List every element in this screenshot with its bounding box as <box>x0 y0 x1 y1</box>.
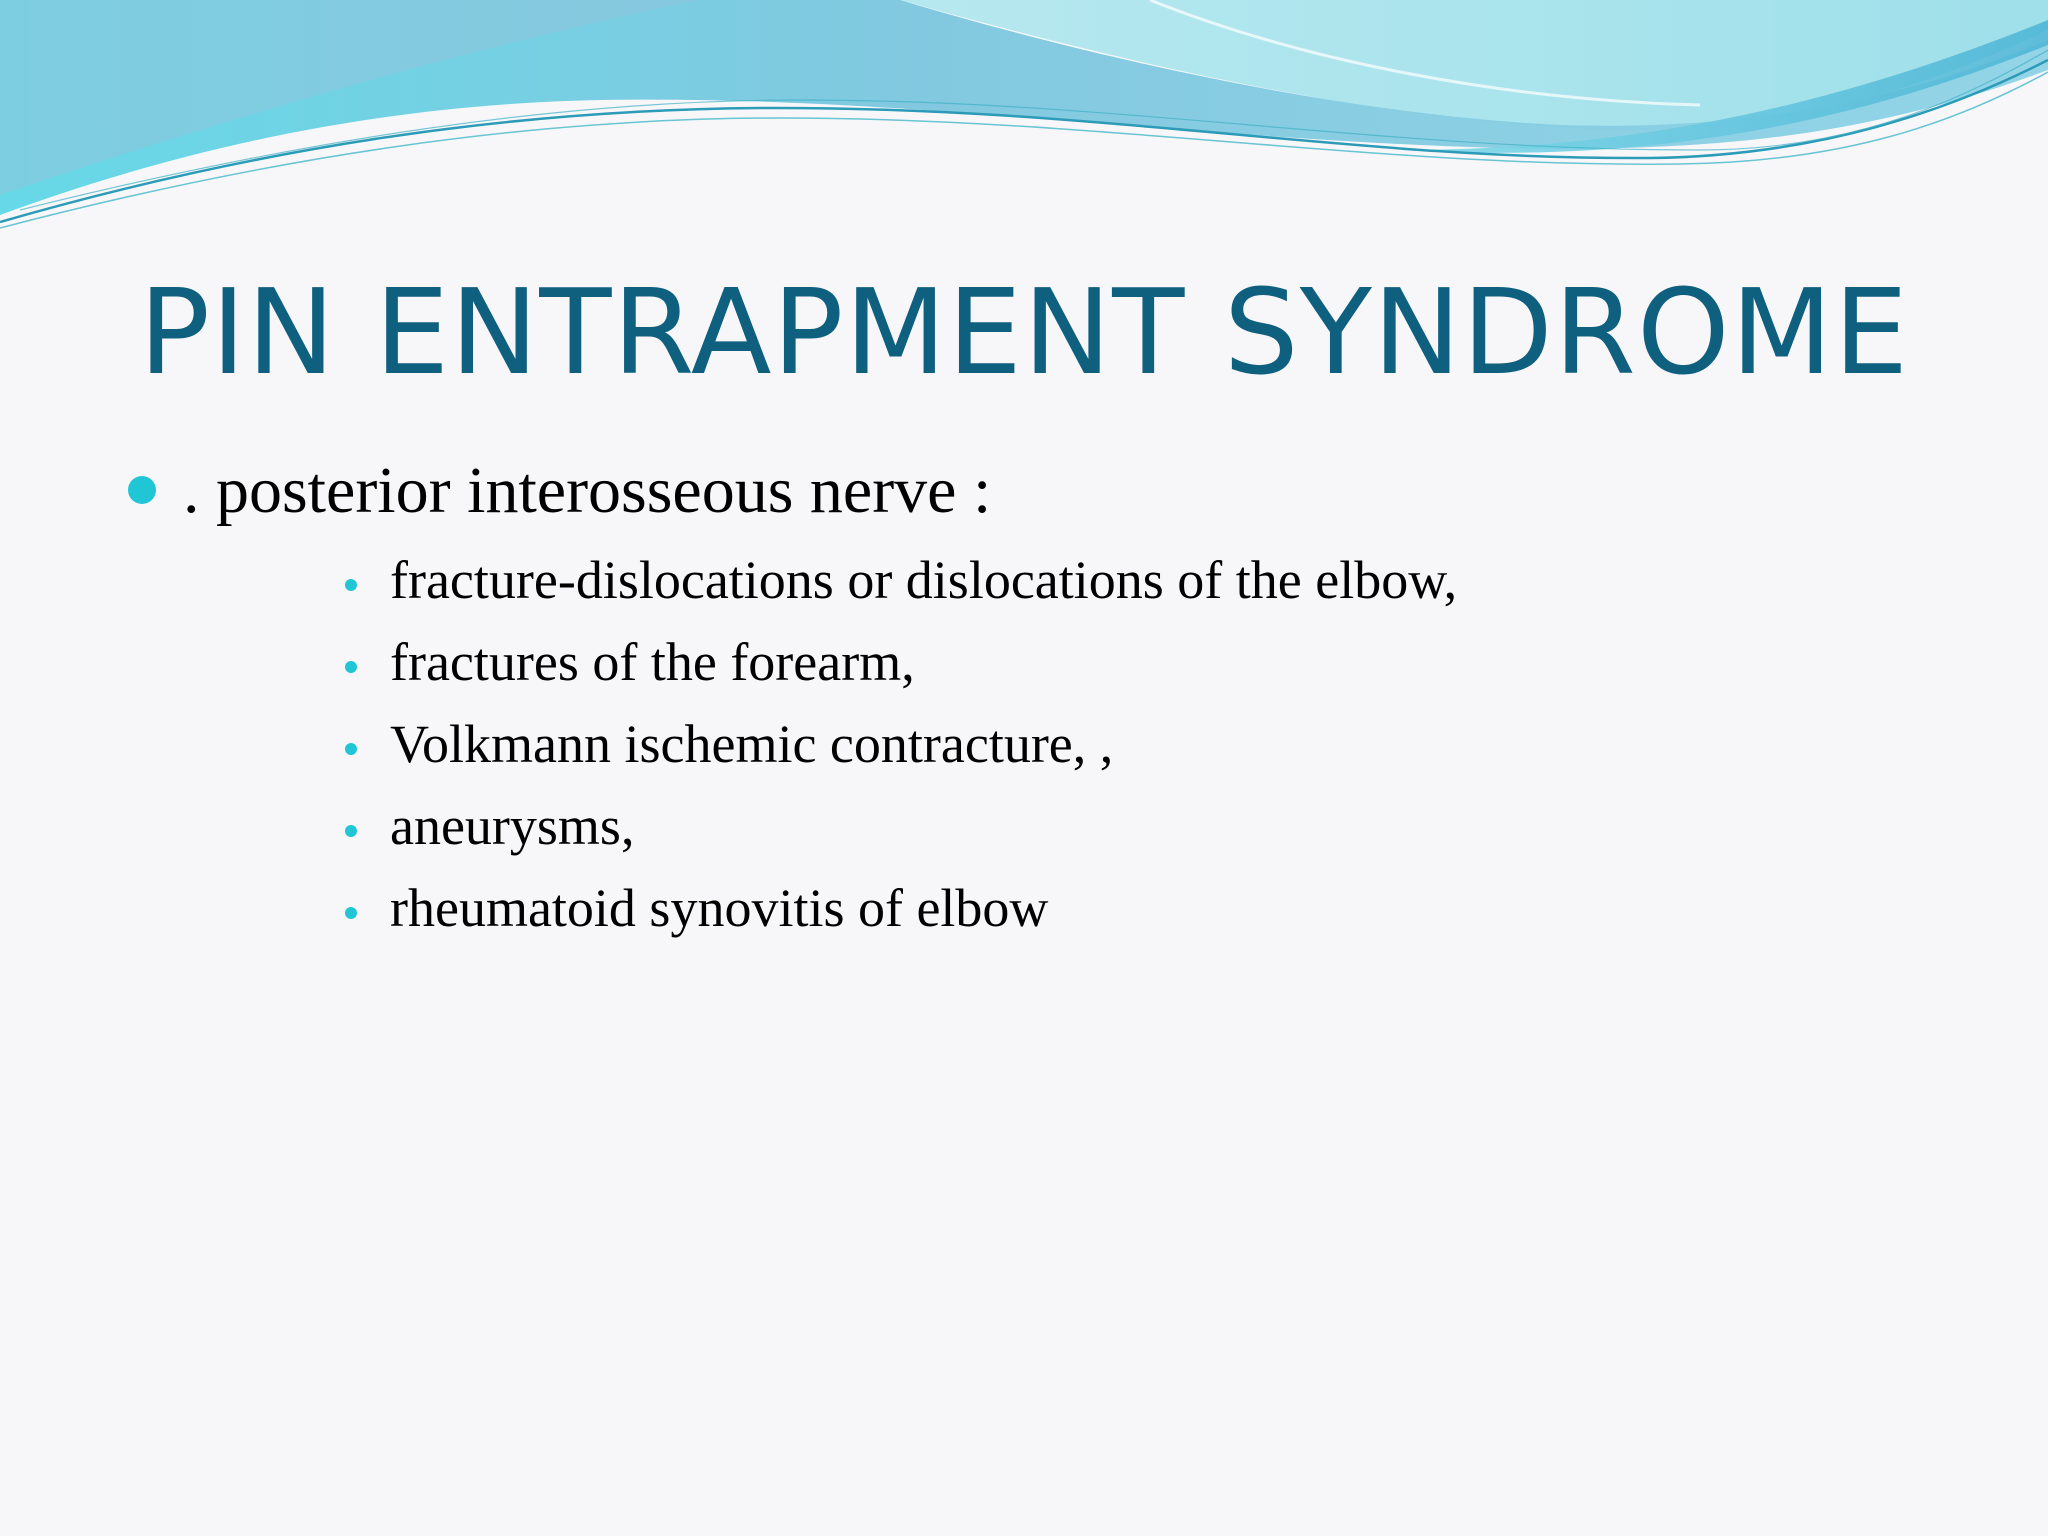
sub-bullet-text: fractures of the forearm, <box>390 632 915 692</box>
slide-title: PIN ENTRAPMENT SYNDROME <box>138 263 1910 401</box>
sub-bullet-text: rheumatoid synovitis of elbow <box>390 878 1049 938</box>
header-wave-decoration <box>0 0 2048 240</box>
sub-bullet-dot-icon <box>345 743 357 755</box>
bullet-posterior-interosseous-nerve: . posterior interosseous nerve : <box>183 454 992 527</box>
sub-bullet-text: Volkmann ischemic contracture, , <box>390 714 1114 774</box>
sub-bullet-text: aneurysms, <box>390 796 635 856</box>
sub-bullet-dot-icon <box>345 825 357 837</box>
bullet-dot-icon <box>128 476 156 504</box>
sub-bullet-dot-icon <box>345 907 357 919</box>
sub-bullet-text: fracture-dislocations or dislocations of the elbow, <box>390 550 1458 610</box>
sub-bullet-dot-icon <box>345 661 357 673</box>
sub-bullet-dot-icon <box>345 579 357 591</box>
